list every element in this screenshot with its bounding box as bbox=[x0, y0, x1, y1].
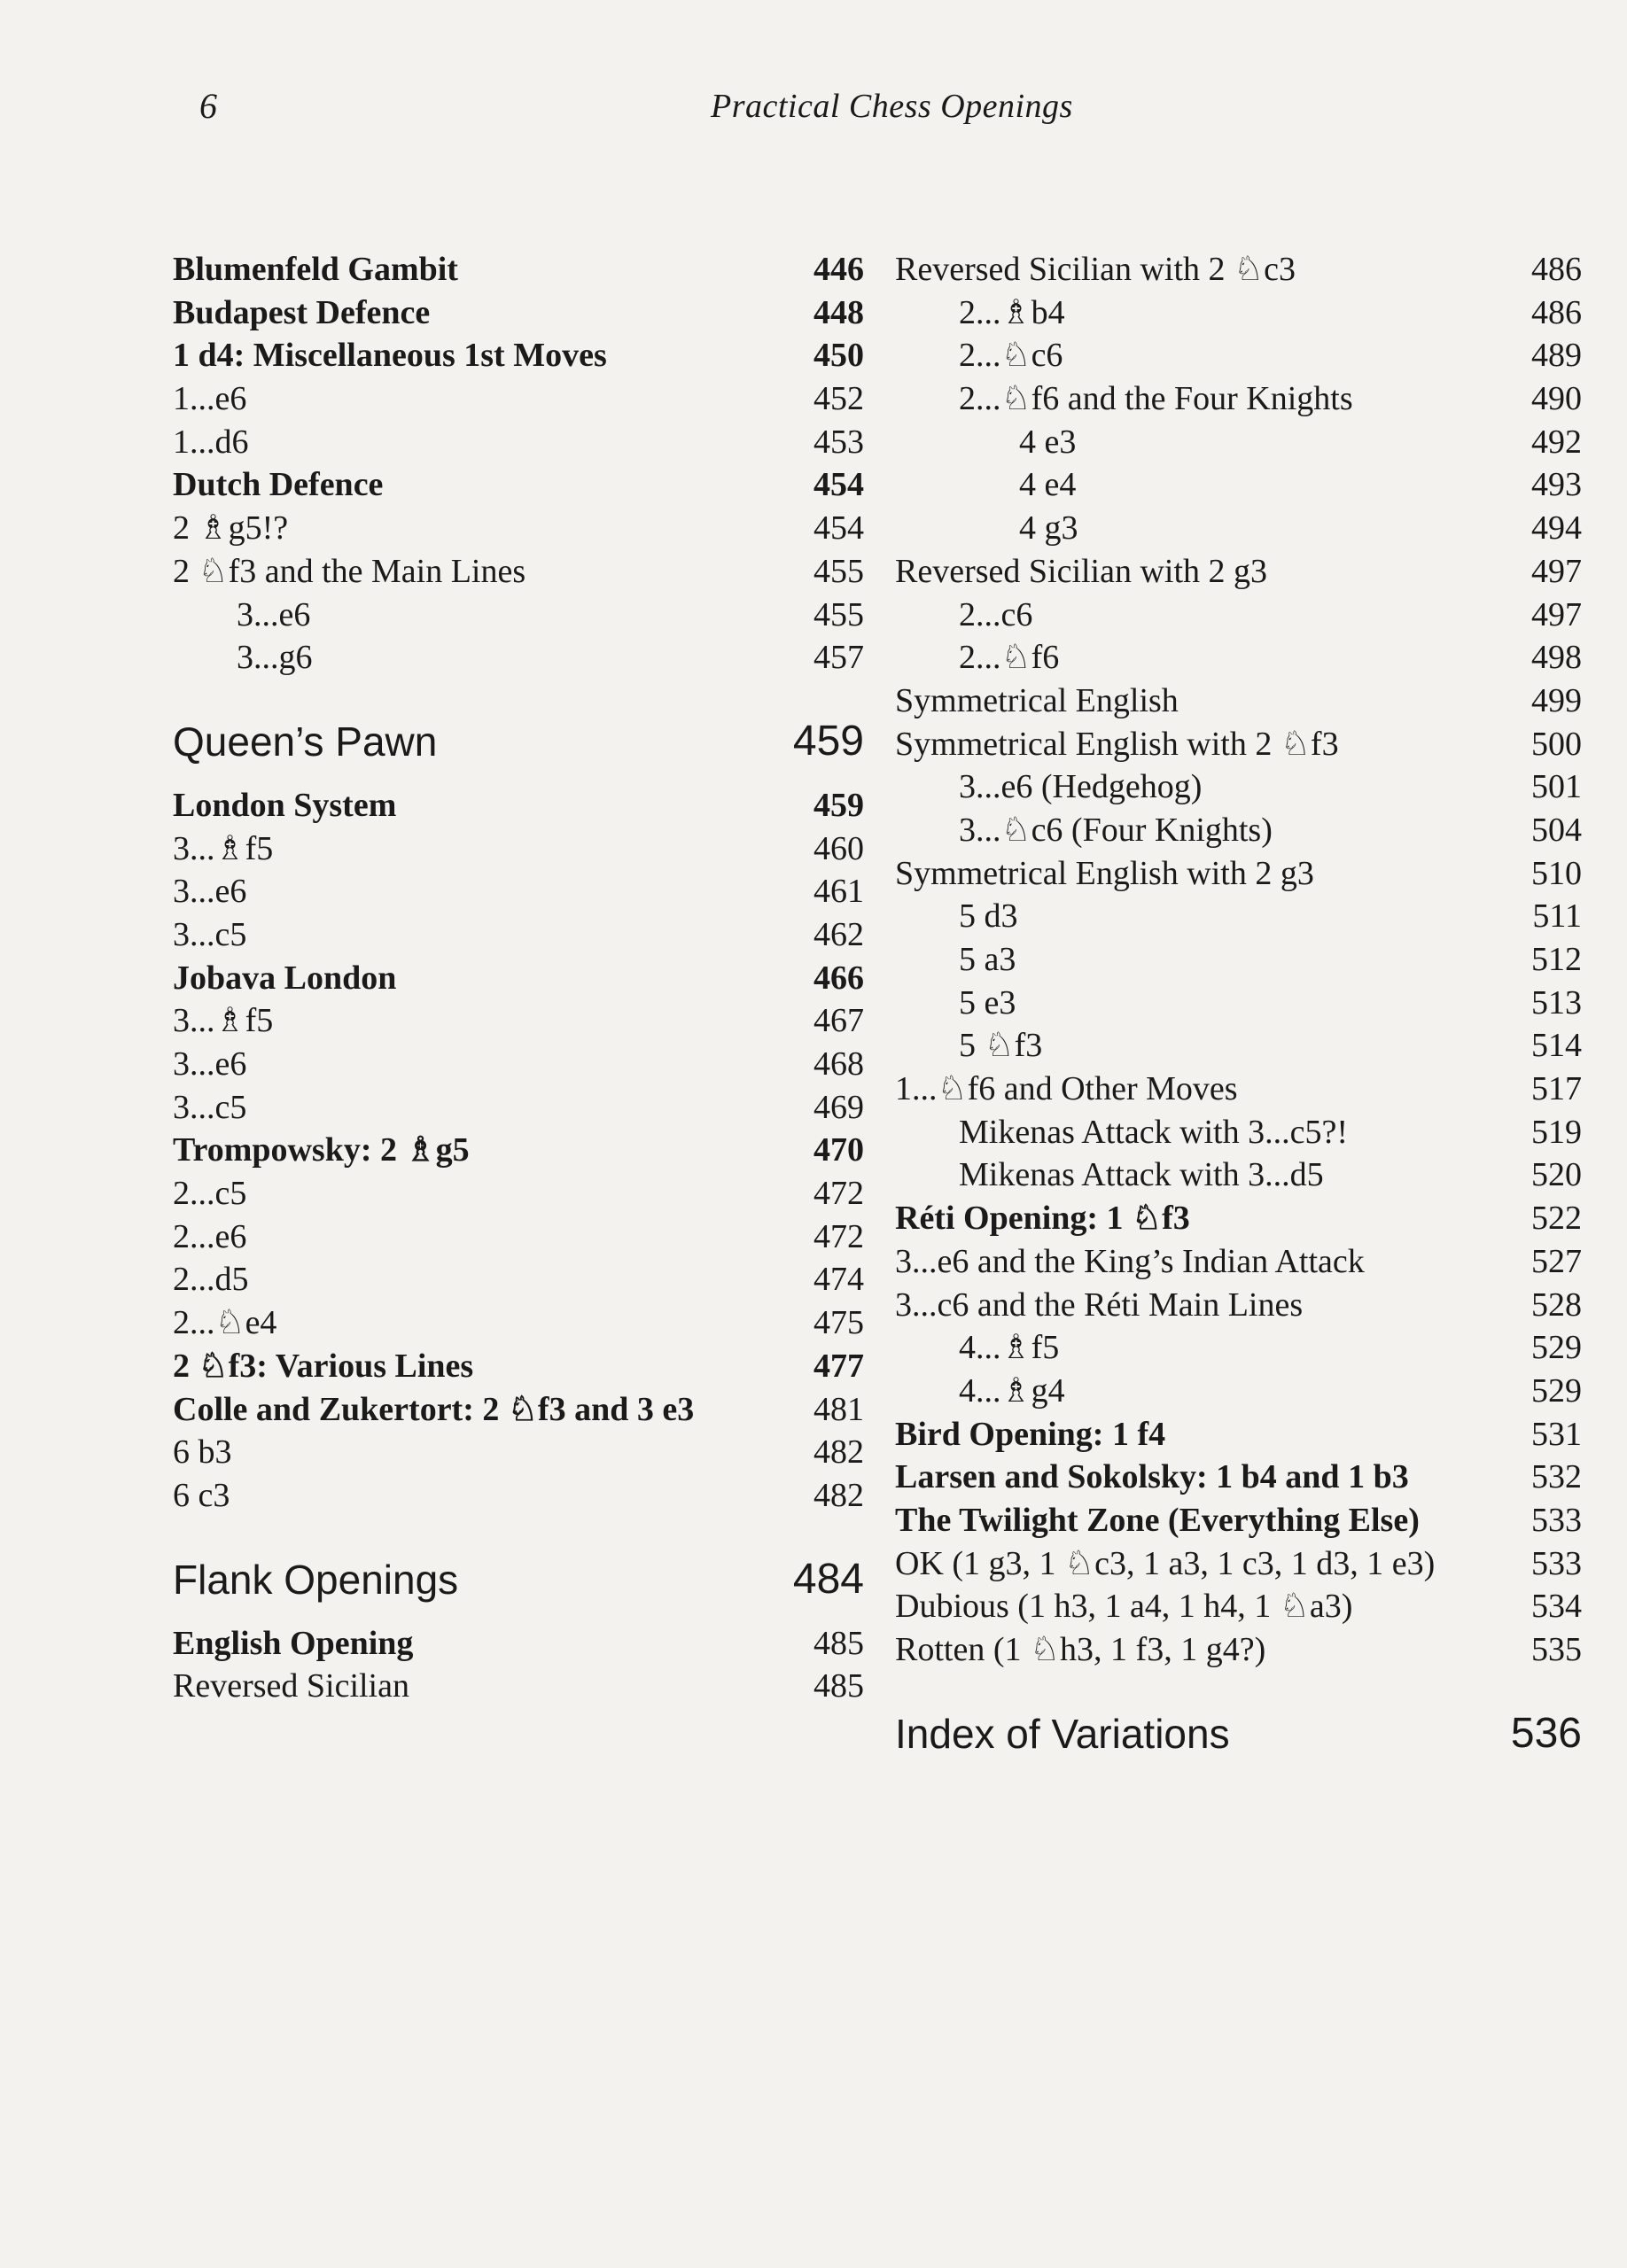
toc-entry-title: 2 ♘f3: Various Lines bbox=[173, 1347, 474, 1385]
toc-entry-page: 460 bbox=[814, 829, 864, 867]
toc-entry bbox=[173, 594, 864, 637]
toc-entry-title: 3...e6 bbox=[173, 1045, 247, 1083]
toc-entry-title: 3...♗f5 bbox=[173, 1002, 274, 1040]
toc-entry-page: 467 bbox=[814, 1002, 864, 1040]
toc-entry bbox=[173, 377, 864, 421]
toc-entry-page: 512 bbox=[1531, 941, 1582, 978]
toc-entry-title: Dutch Defence bbox=[173, 466, 384, 504]
toc-entry bbox=[173, 1086, 864, 1130]
toc-entry-title: 4 g3 bbox=[1019, 509, 1078, 548]
toc-entry-title: 2...c6 bbox=[959, 595, 1033, 633]
section-heading bbox=[173, 699, 864, 784]
toc-entry-page: 454 bbox=[814, 509, 864, 548]
toc-entry-title: 6 c3 bbox=[173, 1476, 230, 1514]
section-page: 536 bbox=[1510, 1709, 1582, 1757]
toc-entry bbox=[173, 1665, 864, 1708]
toc-entry-title: 3...♘c6 (Four Knights) bbox=[959, 811, 1273, 849]
toc-entry bbox=[173, 334, 864, 377]
toc-entry-page: 514 bbox=[1531, 1027, 1582, 1065]
toc-entry-page: 498 bbox=[1531, 639, 1582, 677]
toc-entry-title: Rotten (1 ♘h3, 1 f3, 1 g4?) bbox=[895, 1631, 1266, 1668]
toc-entry-page: 485 bbox=[814, 1624, 864, 1662]
section-page: 484 bbox=[792, 1555, 864, 1603]
toc-entry-title: The Twilight Zone (Everything Else) bbox=[895, 1501, 1420, 1539]
toc-entry-title: 2...c5 bbox=[173, 1175, 247, 1213]
toc-entry-title: 3...e6 (Hedgehog) bbox=[959, 768, 1203, 806]
toc-entry-title: Mikenas Attack with 3...d5 bbox=[959, 1156, 1324, 1194]
toc-entry bbox=[173, 1172, 864, 1216]
toc-entry-title: 1...e6 bbox=[173, 380, 247, 418]
section-heading bbox=[173, 1537, 864, 1622]
toc-entry bbox=[173, 507, 864, 550]
toc-entry bbox=[895, 1585, 1582, 1628]
toc-entry-title: 4...♗g4 bbox=[959, 1371, 1065, 1410]
toc-entry-title: 2...d5 bbox=[173, 1261, 249, 1299]
toc-entry bbox=[173, 913, 864, 957]
toc-entry bbox=[895, 765, 1582, 809]
toc-entry-page: 529 bbox=[1531, 1329, 1582, 1367]
toc-entry-title: Réti Opening: 1 ♘f3 bbox=[895, 1200, 1190, 1238]
toc-entry-page: 528 bbox=[1531, 1285, 1582, 1324]
toc-entry bbox=[173, 1388, 864, 1432]
toc-entry-title: 1...♘f6 and Other Moves bbox=[895, 1070, 1238, 1108]
toc-entry-title: Mikenas Attack with 3...c5?! bbox=[959, 1113, 1349, 1151]
toc-entry-page: 492 bbox=[1531, 423, 1582, 461]
toc-entry-page: 466 bbox=[814, 959, 864, 997]
toc-entry bbox=[895, 1024, 1582, 1068]
toc-entry-page: 500 bbox=[1531, 725, 1582, 763]
toc-entry-page: 475 bbox=[814, 1304, 864, 1342]
toc-entry bbox=[173, 784, 864, 827]
toc-entry-title: 2...e6 bbox=[173, 1217, 247, 1255]
toc-entry-title: Reversed Sicilian with 2 g3 bbox=[895, 552, 1268, 590]
toc-entry-title: 3...c6 and the Réti Main Lines bbox=[895, 1285, 1304, 1324]
section-title: Flank Openings bbox=[173, 1556, 459, 1603]
toc-entry-page: 462 bbox=[814, 915, 864, 953]
toc-entry-title: 2...♘e4 bbox=[173, 1304, 277, 1342]
toc-entry-title: Symmetrical English bbox=[895, 681, 1179, 719]
toc-entry bbox=[895, 1456, 1582, 1499]
toc-entry bbox=[895, 1326, 1582, 1370]
toc-entry bbox=[173, 1301, 864, 1345]
toc-entry-page: 470 bbox=[814, 1131, 864, 1169]
toc-entry-page: 510 bbox=[1531, 854, 1582, 892]
toc-entry-title: Symmetrical English with 2 g3 bbox=[895, 854, 1314, 892]
toc-entry-title: Colle and Zukertort: 2 ♘f3 and 3 e3 bbox=[173, 1390, 695, 1428]
toc-entry bbox=[895, 377, 1582, 421]
toc-entry bbox=[173, 636, 864, 680]
toc-entry-page: 450 bbox=[814, 337, 864, 375]
toc-entry-title: 3...♗f5 bbox=[173, 829, 274, 867]
toc-entry bbox=[895, 1542, 1582, 1586]
toc-entry-title: 2...♗b4 bbox=[959, 293, 1065, 331]
toc-entry-page: 494 bbox=[1531, 509, 1582, 548]
toc-entry-page: 446 bbox=[814, 251, 864, 288]
toc-entry-page: 535 bbox=[1531, 1631, 1582, 1668]
toc-entry-page: 469 bbox=[814, 1088, 864, 1126]
toc-entry bbox=[173, 248, 864, 291]
toc-entry bbox=[173, 1258, 864, 1301]
toc-entry bbox=[895, 982, 1582, 1025]
toc-entry-page: 459 bbox=[814, 786, 864, 824]
toc-entry-page: 519 bbox=[1531, 1113, 1582, 1151]
toc-entry bbox=[895, 334, 1582, 377]
toc-entry-title: 4 e4 bbox=[1019, 466, 1077, 504]
toc-entry-page: 527 bbox=[1531, 1242, 1582, 1280]
toc-entry bbox=[895, 421, 1582, 464]
toc-entry bbox=[895, 938, 1582, 982]
toc-left-column bbox=[173, 248, 864, 1708]
toc-entry bbox=[895, 291, 1582, 335]
toc-entry-page: 520 bbox=[1531, 1156, 1582, 1194]
toc-entry bbox=[895, 1284, 1582, 1327]
toc-entry-title: 3...g6 bbox=[237, 639, 313, 677]
toc-entry-title: 2 ♗g5!? bbox=[173, 509, 289, 548]
toc-entry-page: 472 bbox=[814, 1217, 864, 1255]
toc-entry-title: 3...e6 bbox=[173, 873, 247, 911]
toc-entry-page: 497 bbox=[1531, 552, 1582, 590]
toc-entry-title: 2...♘c6 bbox=[959, 337, 1063, 375]
toc-entry-page: 533 bbox=[1531, 1501, 1582, 1539]
toc-entry-page: 493 bbox=[1531, 466, 1582, 504]
toc-entry-page: 499 bbox=[1531, 681, 1582, 719]
toc-entry-page: 486 bbox=[1531, 251, 1582, 288]
toc-entry-page: 533 bbox=[1531, 1544, 1582, 1582]
toc-entry-title: Larsen and Sokolsky: 1 b4 and 1 b3 bbox=[895, 1458, 1409, 1496]
toc-entry-page: 513 bbox=[1531, 983, 1582, 1021]
toc-entry-title: Blumenfeld Gambit bbox=[173, 251, 458, 288]
toc-entry-title: 4 e3 bbox=[1019, 423, 1077, 461]
toc-entry bbox=[895, 680, 1582, 723]
toc-entry-title: Trompowsky: 2 ♗g5 bbox=[173, 1131, 470, 1169]
toc-entry-page: 532 bbox=[1531, 1458, 1582, 1496]
toc-entry-page: 534 bbox=[1531, 1588, 1582, 1626]
toc-entry-page: 452 bbox=[814, 380, 864, 418]
toc-entry bbox=[173, 1622, 864, 1666]
toc-entry-page: 511 bbox=[1532, 897, 1582, 936]
section-title: Index of Variations bbox=[895, 1710, 1230, 1757]
toc-entry-page: 517 bbox=[1531, 1070, 1582, 1108]
toc-entry bbox=[173, 999, 864, 1043]
toc-entry bbox=[895, 1370, 1582, 1413]
toc-entry bbox=[895, 1413, 1582, 1456]
toc-entry bbox=[895, 507, 1582, 550]
toc-entry bbox=[895, 248, 1582, 291]
toc-entry-title: 5 a3 bbox=[959, 941, 1016, 978]
toc-entry-title: 3...e6 bbox=[237, 595, 311, 633]
toc-entry-title: 2...♘f6 and the Four Knights bbox=[959, 380, 1353, 418]
toc-entry-title: 5 ♘f3 bbox=[959, 1027, 1043, 1065]
toc-entry-title: Bird Opening: 1 f4 bbox=[895, 1415, 1166, 1453]
toc-entry bbox=[173, 1431, 864, 1474]
toc-entry bbox=[895, 1197, 1582, 1240]
toc-entry-page: 486 bbox=[1531, 293, 1582, 331]
toc-entry-title: 6 b3 bbox=[173, 1433, 232, 1472]
toc-entry-title: Symmetrical English with 2 ♘f3 bbox=[895, 725, 1339, 763]
toc-entry-title: 2 ♘f3 and the Main Lines bbox=[173, 552, 526, 590]
toc-entry bbox=[173, 421, 864, 464]
section-page: 459 bbox=[792, 717, 864, 765]
section-title: Queen’s Pawn bbox=[173, 718, 438, 765]
toc-entry bbox=[173, 870, 864, 913]
toc-entry-page: 482 bbox=[814, 1433, 864, 1472]
toc-entry bbox=[895, 1111, 1582, 1154]
toc-entry-title: OK (1 g3, 1 ♘c3, 1 a3, 1 c3, 1 d3, 1 e3) bbox=[895, 1544, 1436, 1582]
toc-entry-title: 1...d6 bbox=[173, 423, 249, 461]
toc-entry-title: Dubious (1 h3, 1 a4, 1 h4, 1 ♘a3) bbox=[895, 1588, 1353, 1626]
toc-entry bbox=[895, 1068, 1582, 1111]
toc-entry bbox=[895, 550, 1582, 594]
toc-entry-page: 455 bbox=[814, 595, 864, 633]
toc-entry bbox=[895, 809, 1582, 852]
toc-entry-page: 531 bbox=[1531, 1415, 1582, 1453]
toc-entry bbox=[173, 1474, 864, 1518]
toc-entry-title: 3...c5 bbox=[173, 1088, 247, 1126]
section-heading bbox=[895, 1691, 1582, 1776]
toc-entry bbox=[895, 636, 1582, 680]
toc-entry bbox=[173, 957, 864, 1000]
toc-entry bbox=[173, 1345, 864, 1388]
toc-entry-page: 461 bbox=[814, 873, 864, 911]
toc-entry-title: English Opening bbox=[173, 1624, 414, 1662]
toc-entry bbox=[895, 895, 1582, 938]
toc-entry-title: Budapest Defence bbox=[173, 293, 431, 331]
toc-entry bbox=[895, 463, 1582, 507]
toc-entry bbox=[895, 1628, 1582, 1672]
running-head: Practical Chess Openings bbox=[711, 88, 1073, 125]
toc-entry-title: 3...c5 bbox=[173, 915, 247, 953]
toc-entry bbox=[173, 1129, 864, 1172]
toc-entry bbox=[895, 723, 1582, 766]
toc-entry-title: 4...♗f5 bbox=[959, 1329, 1060, 1367]
toc-entry-page: 529 bbox=[1531, 1371, 1582, 1410]
toc-entry bbox=[173, 827, 864, 871]
toc-entry-page: 454 bbox=[814, 466, 864, 504]
toc-entry-page: 457 bbox=[814, 639, 864, 677]
toc-entry-page: 468 bbox=[814, 1045, 864, 1083]
toc-entry bbox=[895, 852, 1582, 896]
toc-entry-title: 5 e3 bbox=[959, 983, 1016, 1021]
toc-entry bbox=[173, 291, 864, 335]
toc-entry-page: 477 bbox=[814, 1347, 864, 1385]
toc-entry-title: Reversed Sicilian with 2 ♘c3 bbox=[895, 251, 1296, 288]
toc-entry-page: 485 bbox=[814, 1667, 864, 1705]
toc-entry-page: 472 bbox=[814, 1175, 864, 1213]
toc-entry-page: 490 bbox=[1531, 380, 1582, 418]
toc-entry bbox=[173, 1043, 864, 1086]
toc-entry-page: 504 bbox=[1531, 811, 1582, 849]
toc-entry-title: 3...e6 and the King’s Indian Attack bbox=[895, 1242, 1365, 1280]
toc-entry bbox=[895, 1499, 1582, 1542]
toc-entry-page: 474 bbox=[814, 1261, 864, 1299]
toc-entry-title: 1 d4: Miscellaneous 1st Moves bbox=[173, 337, 607, 375]
toc-entry-title: 5 d3 bbox=[959, 897, 1018, 936]
toc-entry-page: 482 bbox=[814, 1476, 864, 1514]
toc-entry bbox=[173, 463, 864, 507]
toc-entry-title: London System bbox=[173, 786, 397, 824]
toc-entry bbox=[173, 1216, 864, 1259]
toc-entry-page: 522 bbox=[1531, 1200, 1582, 1238]
toc-entry bbox=[173, 550, 864, 594]
toc-entry bbox=[895, 594, 1582, 637]
toc-entry-page: 497 bbox=[1531, 595, 1582, 633]
page-number: 6 bbox=[199, 86, 217, 126]
toc-entry-page: 455 bbox=[814, 552, 864, 590]
toc-entry-title: 2...♘f6 bbox=[959, 639, 1060, 677]
toc-entry-page: 448 bbox=[814, 293, 864, 331]
toc-entry-page: 489 bbox=[1531, 337, 1582, 375]
toc-entry-page: 481 bbox=[814, 1390, 864, 1428]
toc-entry-page: 501 bbox=[1531, 768, 1582, 806]
toc-entry-title: Reversed Sicilian bbox=[173, 1667, 409, 1705]
toc-entry bbox=[895, 1240, 1582, 1284]
toc-entry-page: 453 bbox=[814, 423, 864, 461]
toc-entry bbox=[895, 1153, 1582, 1197]
toc-entry-title: Jobava London bbox=[173, 959, 397, 997]
toc-right-column bbox=[895, 248, 1582, 1776]
